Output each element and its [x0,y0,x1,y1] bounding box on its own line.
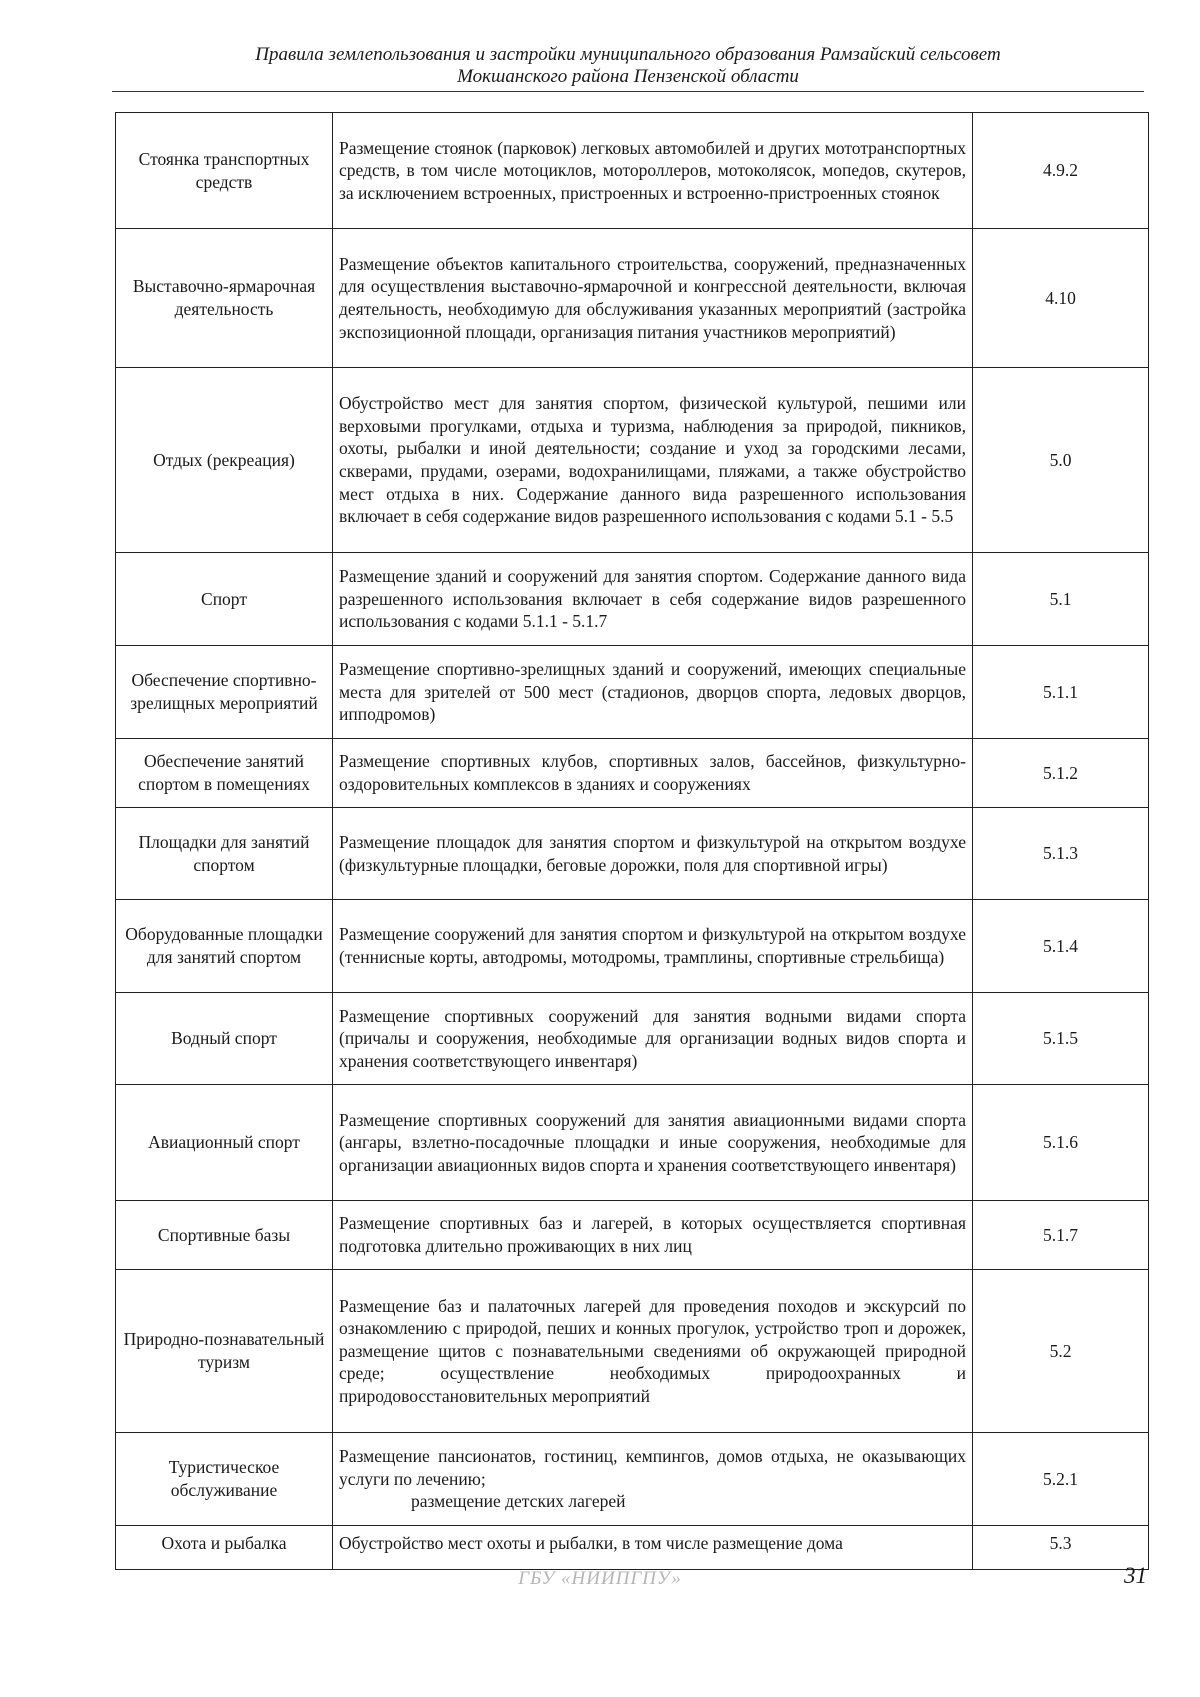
use-name: Площадки для занятий спортом [116,808,333,900]
use-description-part: размещение детских лагерей [411,1491,626,1512]
table-row [116,1433,1149,1526]
page-header [112,44,1144,88]
table-row [116,1201,1149,1270]
use-description: Размещение спортивных сооружений для занятия авиационными видами спорта (ангары, взлетно-посадочные площадки и иные сооружения, необходимые для организации авиационных видов спорта и хранения соответствующего инвентаря) [333,1085,973,1201]
header-line-1: Правила землепользования и застройки муниципального образования Рамзайский сельсовет [255,44,1001,65]
table-row [116,368,1149,553]
use-code: 5.1.4 [973,900,1149,993]
page-number: 31 [1124,1563,1147,1588]
use-description [333,1433,973,1526]
use-code: 5.2.1 [973,1433,1149,1526]
use-name: Обеспечение занятий спортом в помещениях [116,739,333,808]
table-row [116,993,1149,1085]
use-description-part: Размещение пансионатов, гостиниц, кемпингов, домов отдыха, не оказывающих услуги по лечению; [339,1446,966,1489]
use-name: Отдых (рекреация) [116,368,333,553]
use-description: Размещение спортивных баз и лагерей, в которых осуществляется спортивная подготовка длительно проживающих в них лиц [333,1201,973,1270]
use-code: 5.1.1 [973,646,1149,739]
use-description: Размещение стоянок (парковок) легковых автомобилей и других мототранспортных средств, в том числе мотоциклов, мотороллеров, мотоколясок, мопедов, скутеров, за исключением встроенных, пристроенных и встроенно-пристроенных стоянок [333,113,973,229]
use-code: 5.0 [973,368,1149,553]
use-name: Природно-познавательный туризм [116,1270,333,1433]
use-name: Обеспечение спортивно-зрелищных мероприятий [116,646,333,739]
use-description-part: Обустройство мест охоты и рыбалки, в том числе размещение дома [339,1533,843,1553]
use-code: 5.1.7 [973,1201,1149,1270]
use-description: Размещение площадок для занятия спортом и физкультурой на открытом воздухе (физкультурные площадки, беговые дорожки, поля для спортивной игры) [333,808,973,900]
use-code: 5.3 [973,1526,1149,1570]
table-row [116,739,1149,808]
use-name: Выставочно-ярмарочная деятельность [116,229,333,368]
use-name: Водный спорт [116,993,333,1085]
use-code: 5.2 [973,1270,1149,1433]
use-name: Спорт [116,553,333,646]
header-line-2: Мокшанского района Пензенской области [457,66,799,87]
table-row [116,1270,1149,1433]
use-description: Размещение зданий и сооружений для занятия спортом. Содержание данного вида разрешенного использования включает в себя содержание видов разрешенного использования с кодами 5.1.1 - 5.1.7 [333,553,973,646]
table-row [116,113,1149,229]
table-row [116,808,1149,900]
use-code: 4.10 [973,229,1149,368]
use-name: Стоянка транспортных средств [116,113,333,229]
use-code: 5.1.5 [973,993,1149,1085]
footer-organization: ГБУ «НИИПГПУ» [518,1568,682,1589]
table-row [116,553,1149,646]
use-description: Размещение спортивных клубов, спортивных залов, бассейнов, физкультурно-оздоровительных комплексов в зданиях и сооружениях [333,739,973,808]
use-description: Размещение спортивно-зрелищных зданий и сооружений, имеющих специальные места для зрителей от 500 мест (стадионов, дворцов спорта, ледовых дворцов, ипподромов) [333,646,973,739]
use-name: Спортивные базы [116,1201,333,1270]
use-code: 5.1.2 [973,739,1149,808]
use-description: Размещение объектов капитального строительства, сооружений, предназначенных для осуществления выставочно-ярмарочной и конгрессной деятельности, включая деятельность, необходимую для обслуживания указанных мероприятий (застройка экспозиционной площади, организация питания участников мероприятий) [333,229,973,368]
table-row [116,900,1149,993]
use-description: Размещение баз и палаточных лагерей для проведения походов и экскурсий по ознакомлению с природой, пеших и конных прогулок, устройство троп и дорожек, размещение щитов с познавательными сведениями об окружающей природной среде; осуществление необходимых природоохранных и природовосстановительных мероприятий [333,1270,973,1433]
use-code: 4.9.2 [973,113,1149,229]
use-description [333,1526,973,1570]
use-description: Размещение спортивных сооружений для занятия водными видами спорта (причалы и сооружения, необходимые для организации водных видов спорта и хранения соответствующего инвентаря) [333,993,973,1085]
table-row [116,1085,1149,1201]
use-description: Обустройство мест для занятия спортом, физической культурой, пешими или верховыми прогулками, отдыха и туризма, наблюдения за природой, пикников, охоты, рыбалки и иной деятельности; создание и уход за городскими лесами, скверами, прудами, озерами, водохранилищами, пляжами, а также обустройство мест отдыха в них. Содержание данного вида разрешенного использования включает в себя содержание видов разрешенного использования с кодами 5.1 - 5.5 [333,368,973,553]
use-code: 5.1.6 [973,1085,1149,1201]
land-use-table [115,112,1149,1570]
use-description: Размещение сооружений для занятия спортом и физкультурой на открытом воздухе (теннисные корты, автодромы, мотодромы, трамплины, спортивные стрельбища) [333,900,973,993]
use-name: Туристическое обслуживание [116,1433,333,1526]
table-row [116,229,1149,368]
use-code: 5.1.3 [973,808,1149,900]
use-name: Оборудованные площадки для занятий спортом [116,900,333,993]
table-row [116,646,1149,739]
use-name: Авиационный спорт [116,1085,333,1201]
table-row [116,1526,1149,1570]
use-name: Охота и рыбалка [116,1526,333,1570]
use-code: 5.1 [973,553,1149,646]
header-rule [112,91,1144,92]
